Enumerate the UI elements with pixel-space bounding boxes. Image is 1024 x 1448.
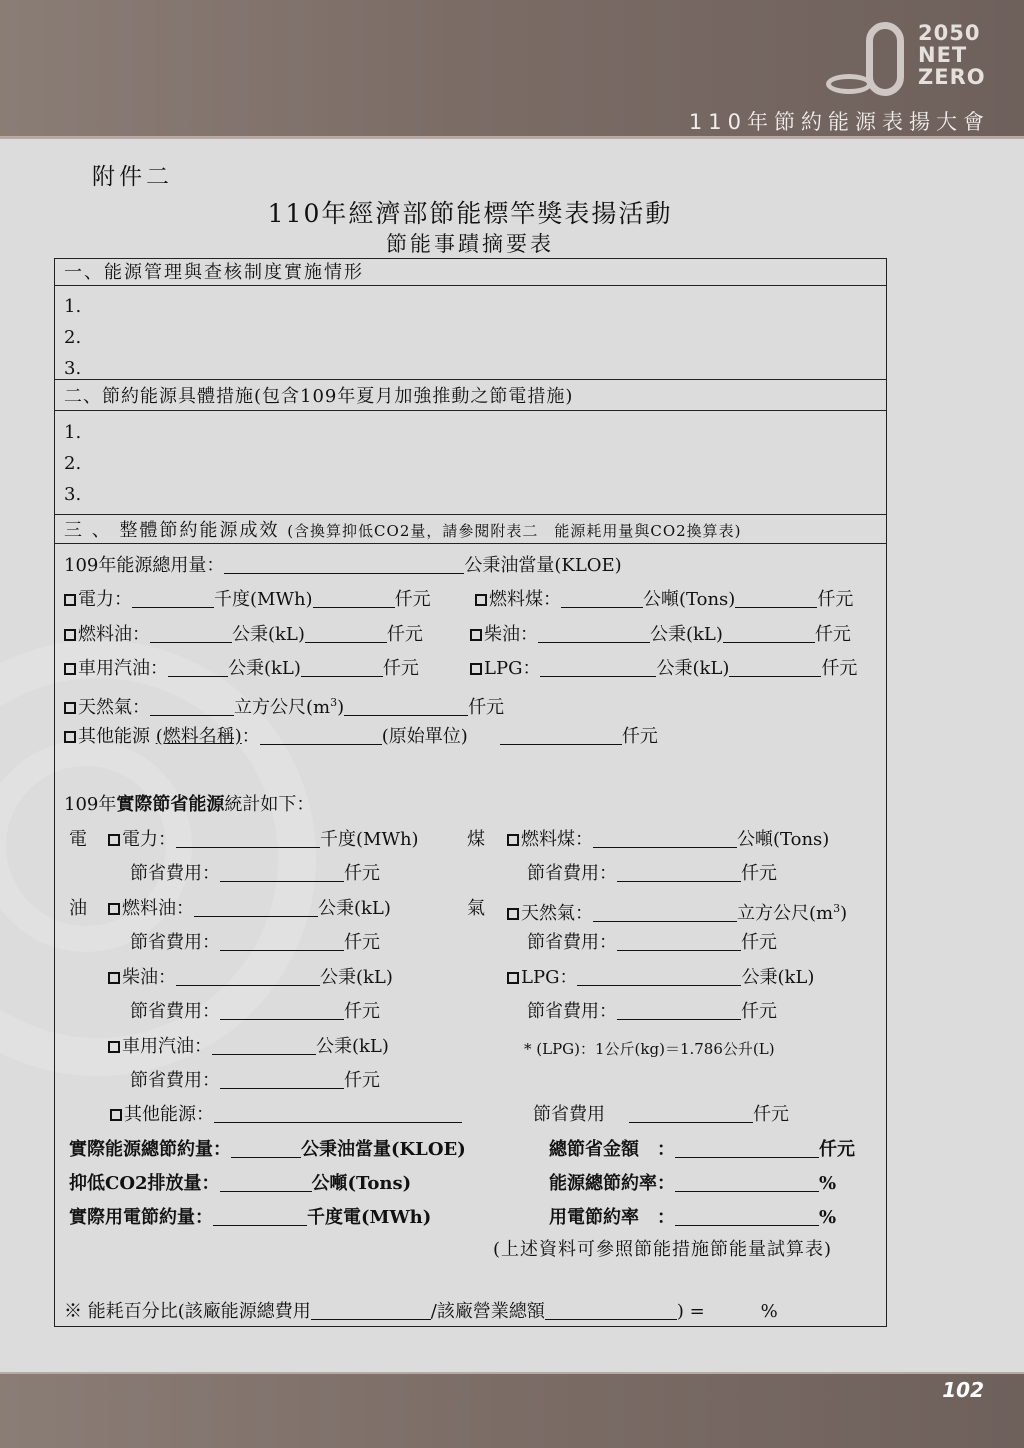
- other-energy-amount-field[interactable]: [260, 726, 382, 745]
- logo-text-net: NET: [918, 43, 968, 67]
- saving-electricity-cost-row: [130, 863, 380, 885]
- saving-cost-label: 節省費用：: [527, 932, 617, 953]
- saving-gasoline-cost-row: [130, 1070, 380, 1092]
- divider: [55, 514, 886, 515]
- category-coal: 煤: [467, 829, 485, 850]
- fuel-oil-label: 燃料油：: [78, 624, 150, 645]
- saving-other-checkbox[interactable]: [110, 1109, 122, 1121]
- saving-gas-cost-field[interactable]: [617, 932, 741, 951]
- electricity-amount-field[interactable]: [132, 589, 214, 608]
- saving-cost-label: 節省費用：: [130, 1001, 220, 1022]
- saving-diesel-field[interactable]: [176, 967, 320, 986]
- fuel-oil-cost-unit: 仟元: [386, 624, 423, 645]
- saving-electricity-label: 電力：: [122, 829, 176, 850]
- usage-row-coal: [475, 589, 853, 611]
- saving-fuel-oil-unit: 公秉(kL): [318, 898, 391, 919]
- other-energy-cost-unit: 仟元: [621, 726, 658, 747]
- saving-electricity-row: [108, 829, 419, 851]
- divider: [55, 285, 886, 286]
- saving-cost-unit: 仟元: [741, 863, 777, 884]
- savings-heading: [64, 794, 314, 816]
- fuel-oil-cost-field[interactable]: [305, 624, 387, 643]
- lpg-checkbox[interactable]: [470, 663, 482, 675]
- co2-reduction-label: 抑低CO2排放量：: [69, 1173, 220, 1194]
- section3-title-note: (含換算抑低CO2量，請參閱附表二 能源耗用量與CO2換算表): [287, 522, 742, 540]
- energy-ratio-middle: /該廠營業總額: [430, 1301, 545, 1322]
- revenue-field[interactable]: [545, 1301, 677, 1320]
- divider: [55, 410, 886, 411]
- section2-item-2[interactable]: 2.: [64, 453, 82, 474]
- total-money-row: [549, 1139, 855, 1161]
- saving-fuel-oil-cost-row: [130, 932, 380, 954]
- actual-total-saving-field[interactable]: [231, 1139, 301, 1158]
- saving-cost-label: 節省費用：: [527, 863, 617, 884]
- saving-diesel-unit: 公秉(kL): [320, 967, 393, 988]
- diesel-amount-field[interactable]: [538, 624, 650, 643]
- natural-gas-checkbox[interactable]: [64, 702, 76, 714]
- total-money-label: 總節省金額 ：: [549, 1139, 675, 1160]
- coal-checkbox[interactable]: [475, 594, 487, 606]
- coal-cost-unit: 仟元: [817, 589, 854, 610]
- saving-cost-label: 節省費用：: [130, 932, 220, 953]
- saving-diesel-label: 柴油：: [122, 967, 176, 988]
- section1-item-1[interactable]: 1.: [64, 296, 82, 317]
- saving-natural-gas-unit: 立方公尺(m: [737, 903, 834, 924]
- saving-gasoline-field[interactable]: [212, 1036, 316, 1055]
- saving-other-label: 其他能源：: [124, 1104, 214, 1125]
- energy-ratio-row: [64, 1301, 778, 1323]
- saving-diesel-cost-field[interactable]: [220, 1001, 344, 1020]
- header-title: 110年節約能源表揚大會: [688, 110, 990, 134]
- saving-gasoline-checkbox[interactable]: [108, 1041, 120, 1053]
- saving-coal-checkbox[interactable]: [507, 834, 519, 846]
- saving-gasoline-row: [108, 1036, 389, 1058]
- saving-lpg-row: [507, 967, 814, 989]
- header-divider: [0, 136, 1024, 139]
- natural-gas-label: 天然氣：: [78, 697, 150, 718]
- energy-rate-field[interactable]: [675, 1173, 819, 1192]
- saving-diesel-cost-row: [130, 1001, 380, 1023]
- electricity-checkbox[interactable]: [64, 594, 76, 606]
- electricity-label: 電力：: [78, 589, 132, 610]
- divider: [55, 543, 886, 544]
- diesel-checkbox[interactable]: [470, 629, 482, 641]
- lpg-cost-unit: 仟元: [821, 658, 858, 679]
- summary-form: [54, 258, 887, 1327]
- saving-fuel-oil-row: [108, 898, 391, 920]
- natural-gas-unit-close: ): [337, 697, 345, 718]
- saving-cost-label: 節省費用：: [130, 863, 220, 884]
- energy-ratio-suffix: ) =: [676, 1301, 705, 1322]
- saving-cost-unit: 仟元: [344, 1070, 380, 1091]
- lpg-cost-field[interactable]: [729, 658, 821, 677]
- diesel-unit: 公秉(kL): [650, 624, 723, 645]
- diesel-cost-unit: 仟元: [814, 624, 851, 645]
- elec-rate-label: 用電節約率 ：: [549, 1207, 675, 1228]
- energy-rate-unit: %: [819, 1173, 837, 1194]
- saving-lpg-unit: 公秉(kL): [741, 967, 815, 988]
- section2-item-3[interactable]: 3.: [64, 484, 82, 505]
- saving-other-field[interactable]: [214, 1104, 462, 1123]
- savings-heading-prefix: 109年: [64, 794, 117, 815]
- electricity-cost-unit: 仟元: [394, 589, 431, 610]
- saving-natural-gas-label: 天然氣：: [521, 903, 593, 924]
- natural-gas-cost-unit: 仟元: [468, 697, 505, 718]
- total-money-unit: 仟元: [819, 1139, 855, 1160]
- gasoline-amount-field[interactable]: [168, 658, 228, 677]
- elec-saved-unit: 千度電(MWh): [307, 1207, 432, 1228]
- co2-reduction-field[interactable]: [220, 1173, 312, 1192]
- electricity-unit: 千度(MWh): [214, 589, 313, 610]
- saving-coal-cost-field[interactable]: [617, 863, 741, 882]
- actual-total-saving-unit: 公秉油當量(KLOE): [301, 1139, 466, 1160]
- usage-row-gasoline: [64, 658, 419, 680]
- saving-fuel-oil-cost-field[interactable]: [220, 932, 344, 951]
- logo-text-year: 2050: [918, 21, 981, 45]
- category-electricity: 電: [69, 829, 87, 850]
- saving-natural-gas-unit-sup: 3: [833, 902, 841, 915]
- co2-reduction-row: [69, 1173, 411, 1195]
- usage-row-electricity: [64, 589, 431, 611]
- saving-coal-label: 燃料煤：: [521, 829, 593, 850]
- annex-label: 附件二: [92, 164, 173, 190]
- other-energy-label: 其他能源: [78, 726, 150, 747]
- diesel-label: 柴油：: [484, 624, 538, 645]
- section1-item-3[interactable]: 3.: [64, 358, 82, 379]
- elec-rate-field[interactable]: [675, 1207, 819, 1226]
- energy-ratio-prefix: ※ 能耗百分比(該廠能源總費用: [64, 1301, 311, 1322]
- saving-electricity-checkbox[interactable]: [108, 834, 120, 846]
- saving-cost-unit: 仟元: [753, 1104, 789, 1125]
- gasoline-unit: 公秉(kL): [228, 658, 301, 679]
- section3-title: [64, 520, 742, 542]
- usage-row-lpg: [470, 658, 857, 680]
- savings-heading-bold: 實際節省能源: [116, 794, 225, 815]
- coal-cost-field[interactable]: [735, 589, 817, 608]
- section1-item-2[interactable]: 2.: [64, 327, 82, 348]
- saving-coal-field[interactable]: [593, 829, 737, 848]
- logo-text-zero: ZERO: [918, 65, 986, 89]
- saving-other-cost-field[interactable]: [629, 1104, 753, 1123]
- elec-rate-row: [549, 1207, 836, 1229]
- saving-coal-unit: 公噸(Tons): [737, 829, 830, 850]
- natural-gas-cost-field[interactable]: [344, 697, 468, 716]
- total-usage-label: 109年能源總用量：: [64, 555, 225, 576]
- energy-rate-row: [549, 1173, 836, 1195]
- coal-unit: 公噸(Tons): [643, 589, 736, 610]
- saving-cost-unit: 仟元: [741, 932, 777, 953]
- category-oil: 油: [69, 898, 87, 919]
- saving-fuel-oil-checkbox[interactable]: [108, 903, 120, 915]
- coal-label: 燃料煤：: [489, 589, 561, 610]
- energy-rate-label: 能源總節約率：: [549, 1173, 675, 1194]
- total-usage-unit: 公秉油當量(KLOE): [464, 555, 622, 576]
- saving-cost-unit: 仟元: [344, 863, 380, 884]
- total-money-field[interactable]: [675, 1139, 819, 1158]
- lpg-unit: 公秉(kL): [656, 658, 730, 679]
- net-zero-logo: [826, 16, 996, 96]
- energy-cost-field[interactable]: [311, 1301, 431, 1320]
- coal-amount-field[interactable]: [561, 589, 643, 608]
- saving-other-row: [110, 1104, 462, 1126]
- saving-natural-gas-field[interactable]: [593, 903, 737, 922]
- logo-drop-icon: [826, 74, 872, 94]
- saving-other-cost-row: [533, 1104, 789, 1126]
- natural-gas-amount-field[interactable]: [150, 697, 234, 716]
- savings-heading-suffix: 統計如下：: [224, 794, 315, 815]
- category-gas: 氣: [467, 898, 485, 919]
- document-title: 110年經濟部節能標竿獎表揚活動: [267, 199, 673, 228]
- saving-cost-unit: 仟元: [741, 1001, 777, 1022]
- gasoline-label: 車用汽油：: [78, 658, 168, 679]
- lpg-label: LPG：: [484, 658, 541, 679]
- saving-coal-row: [507, 829, 829, 851]
- saving-cost-label: 節省費用: [533, 1104, 605, 1125]
- diesel-cost-field[interactable]: [723, 624, 815, 643]
- page-number: 102: [942, 1378, 984, 1402]
- saving-lpg-checkbox[interactable]: [507, 972, 519, 984]
- saving-cost-unit: 仟元: [344, 1001, 380, 1022]
- saving-lpg-cost-field[interactable]: [617, 1001, 741, 1020]
- other-energy-cost-field[interactable]: [500, 726, 622, 745]
- co2-reduction-unit: 公噸(Tons): [311, 1173, 412, 1194]
- saving-coal-cost-row: [527, 863, 777, 885]
- saving-cost-label: 節省費用：: [130, 1070, 220, 1091]
- section2-item-1[interactable]: 1.: [64, 422, 82, 443]
- total-usage-field[interactable]: [224, 555, 464, 574]
- gasoline-checkbox[interactable]: [64, 663, 76, 675]
- saving-electricity-field[interactable]: [176, 829, 320, 848]
- saving-lpg-label: LPG：: [521, 967, 578, 988]
- document-subtitle: 節能事蹟摘要表: [386, 232, 554, 256]
- saving-lpg-cost-row: [527, 1001, 777, 1023]
- saving-electricity-unit: 千度(MWh): [320, 829, 419, 850]
- fuel-oil-amount-field[interactable]: [150, 624, 232, 643]
- saving-gasoline-cost-field[interactable]: [220, 1070, 344, 1089]
- section2-title: 二、節約能源具體措施(包含109年夏月加強推動之節電措施): [64, 386, 574, 407]
- saving-fuel-oil-field[interactable]: [194, 898, 318, 917]
- fuel-oil-unit: 公秉(kL): [232, 624, 305, 645]
- lpg-conversion-note: * (LPG)：1公斤(kg)＝1.786公升(L): [524, 1040, 775, 1058]
- usage-row-diesel: [470, 624, 851, 646]
- usage-row-other: [64, 726, 658, 748]
- saving-cost-unit: 仟元: [344, 932, 380, 953]
- actual-total-saving-row: [69, 1139, 466, 1161]
- saving-natural-gas-row: [507, 898, 847, 925]
- section3-title-text: 三 、 整體節約能源成效: [64, 520, 280, 541]
- natural-gas-unit: 立方公尺(m: [234, 697, 331, 718]
- lpg-amount-field[interactable]: [540, 658, 656, 677]
- saving-diesel-checkbox[interactable]: [108, 972, 120, 984]
- natural-gas-unit-sup: 3: [330, 696, 338, 709]
- saving-gas-cost-row: [527, 932, 777, 954]
- saving-gasoline-unit: 公秉(kL): [316, 1036, 389, 1057]
- elec-saved-label: 實際用電節約量：: [69, 1207, 213, 1228]
- other-energy-name: (燃料名稱): [155, 726, 242, 747]
- elec-saved-row: [69, 1207, 431, 1229]
- usage-row-fuel-oil: [64, 624, 423, 646]
- saving-gasoline-label: 車用汽油：: [122, 1036, 212, 1057]
- usage-row-natural-gas: [64, 692, 504, 719]
- fuel-oil-checkbox[interactable]: [64, 629, 76, 641]
- saving-diesel-row: [108, 967, 393, 989]
- page-footer: [0, 1374, 1024, 1448]
- divider: [55, 379, 886, 380]
- other-energy-unit: (原始單位): [381, 726, 468, 747]
- actual-total-saving-label: 實際能源總節約量：: [69, 1139, 231, 1160]
- electricity-cost-field[interactable]: [313, 589, 395, 608]
- saving-natural-gas-checkbox[interactable]: [507, 908, 519, 920]
- section1-title: 一、能源管理與查核制度實施情形: [64, 262, 364, 283]
- other-energy-colon: ：: [241, 726, 260, 747]
- reference-note: (上述資料可參照節能措施節能量試算表): [493, 1239, 833, 1260]
- elec-saved-field[interactable]: [213, 1207, 307, 1226]
- gasoline-cost-field[interactable]: [301, 658, 383, 677]
- saving-cost-label: 節省費用：: [527, 1001, 617, 1022]
- saving-natural-gas-unit-close: ): [840, 903, 848, 924]
- total-usage-row: [64, 555, 622, 577]
- energy-ratio-percent: %: [760, 1301, 778, 1322]
- elec-rate-unit: %: [819, 1207, 837, 1228]
- saving-fuel-oil-label: 燃料油：: [122, 898, 194, 919]
- gasoline-cost-unit: 仟元: [382, 658, 419, 679]
- saving-electricity-cost-field[interactable]: [220, 863, 344, 882]
- saving-lpg-field[interactable]: [577, 967, 741, 986]
- other-energy-checkbox[interactable]: [64, 731, 76, 743]
